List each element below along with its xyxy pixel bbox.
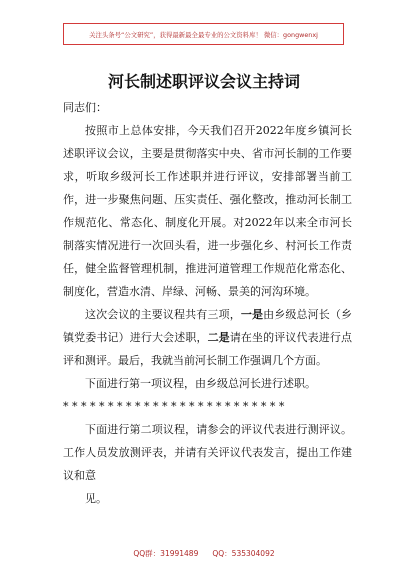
paragraph-second-item: 下面进行第二项议程，请参会的评议代表进行测评议。工作人员发放测评表，并请有关评议代表发言，提出工作建议和意 <box>63 423 352 482</box>
paragraph-intro: 按照市上总体安排，今天我们召开2022年度乡镇河长述职评议会议，主要是贯彻落实中央、省市河长制的工作要求，听取乡级河长工作述职并进行评议，安排部署当前工作，进一步聚焦问题、压实责任、强化整改，推动河长制工作规范化、常态化、制度化开展。对2022年以来全市河长制落实情况进行一次回头看，进一步强化乡、村河长工作责任，健全监督管理机制，推进河道管理工作规范化常态化、制度化，营造水清、岸绿、河畅、景美的河沟环境。 <box>63 124 352 298</box>
footer-qq: QQ：535304092 <box>212 549 275 558</box>
agenda-first-marker: 一是 <box>240 308 264 321</box>
footer <box>0 548 408 559</box>
stars-divider: * * * * * * * * * * * * * * * * * * * * * * * * * <box>63 400 285 413</box>
page-title: 河长制述职评议会议主持词 <box>107 72 300 91</box>
document-body <box>63 96 352 510</box>
paragraph-agenda <box>63 303 352 372</box>
agenda-text-a: 这次会议的主要议程共有三项， <box>85 308 241 321</box>
salutation: 同志们： <box>63 101 107 114</box>
footer-qq-group: QQ群：31991489 <box>133 549 199 558</box>
header-banner <box>63 23 344 45</box>
paragraph-first-item: 下面进行第一项议程，由乡级总河长进行述职。 <box>85 377 316 390</box>
paragraph-tail: 见。 <box>85 492 107 505</box>
agenda-second-marker: 二是 <box>207 331 230 344</box>
header-banner-text: 关注头条号“公文研究”，获得最新最全最专业的公文资料库！ 微信：gongwenxj <box>89 30 318 39</box>
agenda-text-d: 请在坐的评议代表进行点评和测评。最后，我就当前河长制工作强调几个方面。 <box>63 331 353 367</box>
agenda-text-c: 由乡级总河长（乡镇党委书记）进行大会述职， <box>63 308 353 344</box>
